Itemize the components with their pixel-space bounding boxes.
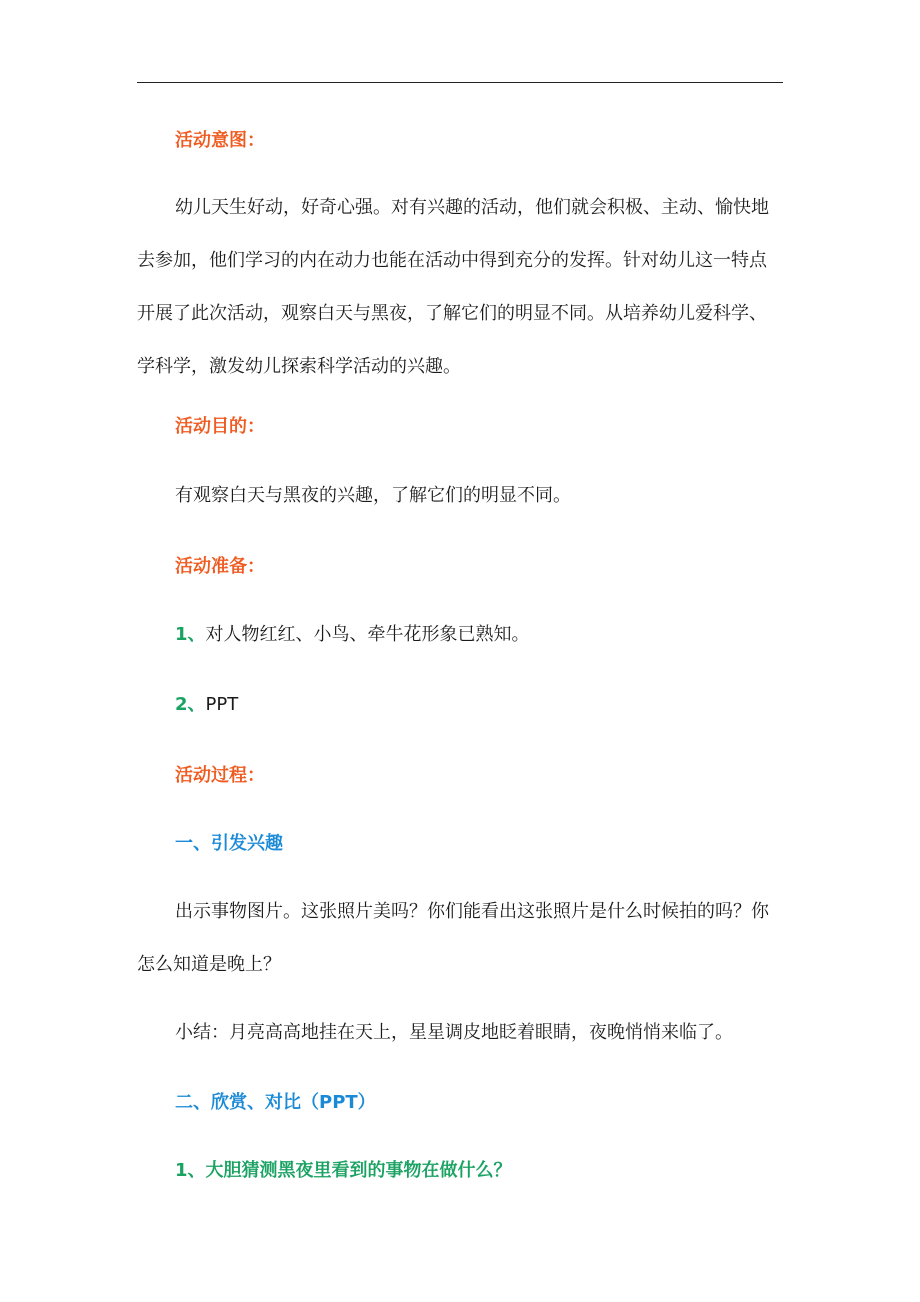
part1-summary: 小结：月亮高高地挂在天上，星星调皮地眨着眼睛，夜晚悄悄来临了。 <box>175 1022 733 1043</box>
process-heading: 活动过程： <box>175 765 265 786</box>
part2-title: 二、欣赏、对比（PPT） <box>175 1092 376 1113</box>
prep-item-1-number: 1、 <box>175 624 206 645</box>
part1-line-2: 怎么知道是晚上？ <box>137 954 281 975</box>
intent-line-2: 去参加，他们学习的内在动力也能在活动中得到充分的发挥。针对幼儿这一特点 <box>137 250 767 271</box>
header-rule <box>137 82 783 83</box>
prep-item-2-text: PPT <box>205 694 239 715</box>
intent-line-1: 幼儿天生好动，好奇心强。对有兴趣的活动，他们就会积极、主动、愉快地 <box>175 197 769 218</box>
part2-sub1: 1、大胆猜测黑夜里看到的事物在做什么？ <box>175 1160 512 1181</box>
goal-text: 有观察白天与黑夜的兴趣，了解它们的明显不同。 <box>175 485 571 506</box>
prep-item-2-number: 2、 <box>175 694 206 715</box>
part1-paragraph <box>137 885 785 991</box>
prep-item-1 <box>137 620 823 646</box>
intent-line-3: 开展了此次活动，观察白天与黑夜，了解它们的明显不同。从培养幼儿爱科学、 <box>137 303 767 324</box>
part1-title: 一、引发兴趣 <box>175 833 283 854</box>
intent-paragraph <box>137 181 785 393</box>
prep-heading: 活动准备： <box>175 556 265 577</box>
prep-item-1-text: 对人物红红、小鸟、牵牛花形象已熟知。 <box>205 624 530 645</box>
prep-item-2 <box>137 690 823 716</box>
intent-line-4: 学科学，激发幼儿探索科学活动的兴趣。 <box>137 356 461 377</box>
goal-heading: 活动目的： <box>175 416 265 437</box>
intent-heading: 活动意图： <box>175 130 265 151</box>
part1-line-1: 出示事物图片。这张照片美吗？你们能看出这张照片是什么时候拍的吗？你 <box>175 901 769 922</box>
